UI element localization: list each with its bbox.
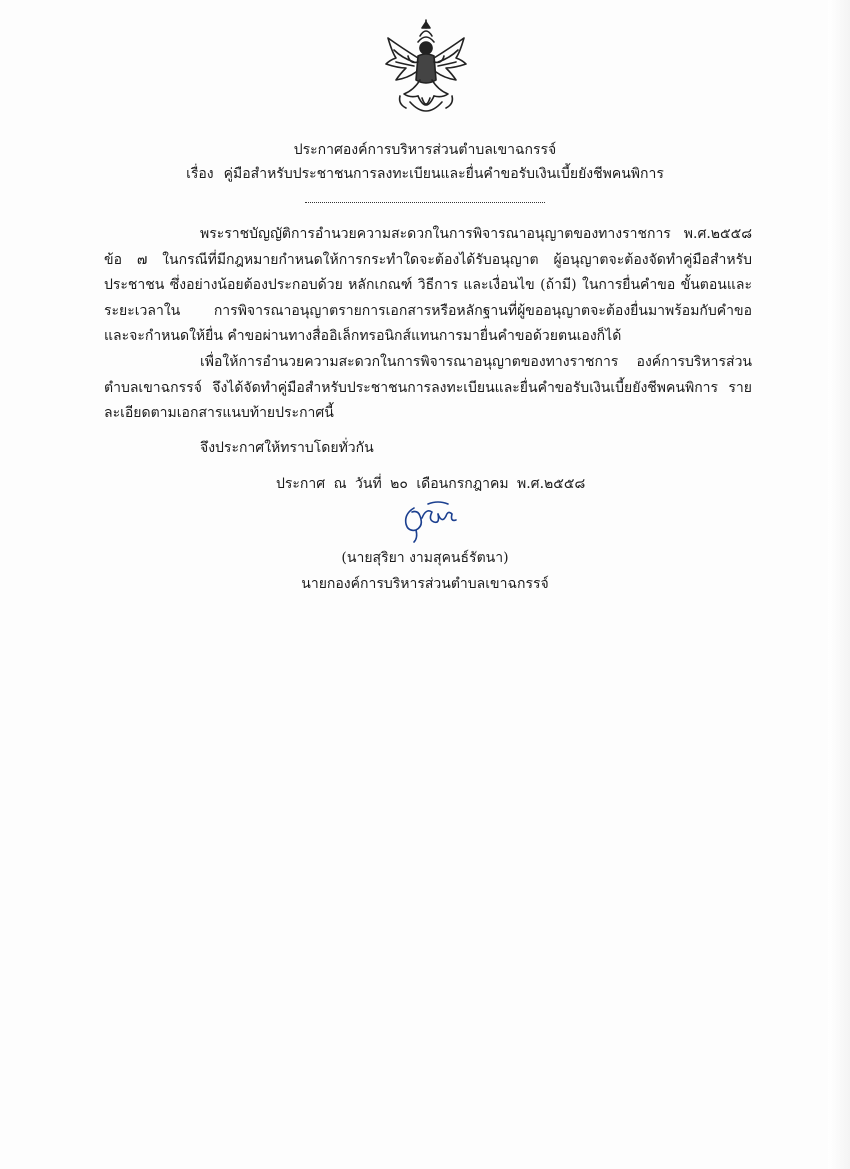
- subject-text: คู่มือสำหรับประชาชนการลงทะเบียนและยื่นคำขอรับเงินเบี้ยยังชีพคนพิการ: [223, 166, 664, 182]
- paragraph-1-text: พระราชบัญญัติการอำนวยความสะดวกในการพิจารณาอนุญาตของทางราชการ พ.ศ.๒๕๕๘ ข้อ ๗ ในกรณีที่มีกฎหมายกำหนดให้การกระทำใดจะต้องได้รับอนุญาต ผู้อนุญาตจะต้องจัดทำคู่มือสำหรับประชาชน ซึ่งอย่างน้อยต้องประกอบด้วย หลักเกณฑ์ วิธีการ และเงื่อนไข (ถ้ามี) ในการยื่นคำขอ ขั้นตอนและระยะเวลาใน การพิจารณาอนุญาตรายการเอกสารหรือหลักฐานที่ผู้ขออนุญาตจะต้องยื่นมาพร้อมกับคำขอ และจะกำหนดให้ยื่น คำขอผ่านทางสื่ออิเล็กทรอนิกส์แทนการมายื่นคำขอด้วยตนเองก็ได้: [104, 226, 752, 344]
- announcement-subject: [0, 164, 850, 184]
- body-paragraph-1: [104, 222, 752, 350]
- body-paragraph-2: [104, 350, 752, 427]
- dotted-separator: [305, 192, 545, 203]
- announcement-date: ประกาศ ณ วันที่ ๒๐ เดือนกรกฎาคม พ.ศ.๒๕๕๘: [276, 476, 586, 492]
- signer-name: (นายสุริยา งามสุคนธ์รัตนา): [341, 550, 509, 566]
- announce-statement: จึงประกาศให้ทราบโดยทั่วกัน: [200, 440, 374, 456]
- paragraph-2-text: เพื่อให้การอำนวยความสะดวกในการพิจารณาอนุญาตของทางราชการ องค์การบริหารส่วน ตำบลเขาฉกรรจ์ จึงได้จัดทำคู่มือสำหรับประชาชนการลงทะเบียนและยื่นคำขอรับเงินเบี้ยยังชีพคนพิการ รายละเอียดตามเอกสารแนบท้ายประกาศนี้: [104, 354, 752, 421]
- garuda-emblem-icon: [380, 18, 472, 120]
- handwritten-signature: [398, 500, 460, 544]
- subject-label: เรื่อง: [186, 166, 214, 182]
- announcement-org-title: ประกาศองค์การบริหารส่วนตำบลเขาฉกรรจ์: [293, 142, 557, 158]
- signer-position: นายกองค์การบริหารส่วนตำบลเขาฉกรรจ์: [301, 576, 549, 592]
